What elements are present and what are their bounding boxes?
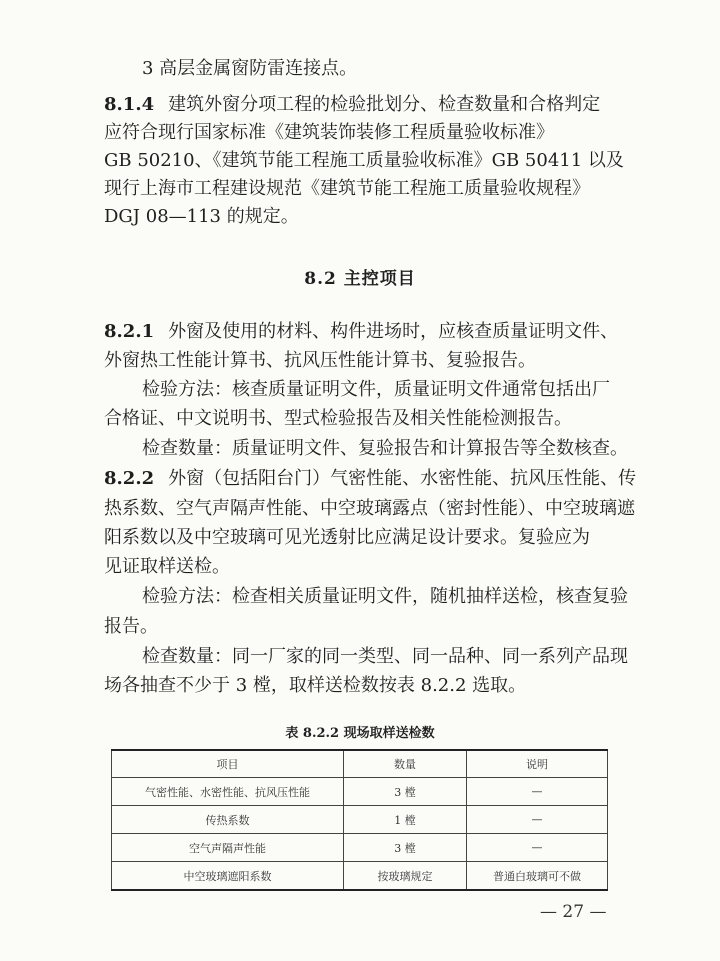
clause-8-2-2-line-4: 见证取样送检。 xyxy=(104,556,230,577)
table-caption: 表 8.2.2 现场取样送检数 xyxy=(285,726,435,741)
clause-8-1-4-line-1: 8.1.4 建筑外窗分项工程的检验批划分、检查数量和合格判定 xyxy=(104,94,601,115)
clause-8-2-2-method-1: 检验方法：检查相关质量证明文件，随机抽样送检，核查复验 xyxy=(142,586,628,607)
item-3-text: 3 高层金属窗防雷连接点。 xyxy=(142,58,358,79)
clause-8-1-4-line-3: GB 50210、《建筑节能工程施工质量验收标准》GB 50411 以及 xyxy=(104,150,624,171)
clause-number: 8.2.2 xyxy=(104,468,155,489)
page-number: — 27 — xyxy=(540,902,607,922)
clause-number: 8.1.4 xyxy=(104,94,155,115)
table-row xyxy=(112,806,608,834)
cell-quantity: 3 樘 xyxy=(344,834,467,862)
cell-quantity: 1 樘 xyxy=(344,806,467,834)
header-quantity: 数量 xyxy=(344,750,467,778)
header-note: 说明 xyxy=(467,750,608,778)
cell-quantity: 按玻璃规定 xyxy=(344,862,467,891)
clause-8-2-1-method-1: 检验方法：核查质量证明文件，质量证明文件通常包括出厂 xyxy=(142,379,610,400)
header-item: 项目 xyxy=(112,750,344,778)
cell-item: 气密性能、水密性能、抗风压性能 xyxy=(112,778,344,806)
sampling-table xyxy=(111,749,608,891)
table-row xyxy=(112,862,608,891)
clause-8-2-2-method-2: 报告。 xyxy=(104,616,158,637)
cell-quantity: 3 樘 xyxy=(344,778,467,806)
cell-note: — xyxy=(467,806,608,834)
table-row xyxy=(112,834,608,862)
clause-8-1-4-line-4: 现行上海市工程建设规范《建筑节能工程施工质量验收规程》 xyxy=(104,178,590,199)
clause-8-2-1-method-2: 合格证、中文说明书、型式检验报告及相关性能检测报告。 xyxy=(104,408,572,429)
cell-note: — xyxy=(467,834,608,862)
clause-8-1-4-line-2: 应符合现行国家标准《建筑装饰装修工程质量验收标准》 xyxy=(104,122,554,143)
clause-number: 8.2.1 xyxy=(104,321,155,342)
cell-item: 空气声隔声性能 xyxy=(112,834,344,862)
clause-8-2-2-line-1: 8.2.2 外窗（包括阳台门）气密性能、水密性能、抗风压性能、传 xyxy=(104,468,637,489)
clause-8-2-1-quantity: 检查数量：质量证明文件、复验报告和计算报告等全数核查。 xyxy=(142,438,628,459)
cell-item: 中空玻璃遮阳系数 xyxy=(112,862,344,891)
cell-item: 传热系数 xyxy=(112,806,344,834)
clause-8-2-1-line-1: 8.2.1 外窗及使用的材料、构件进场时，应核查质量证明文件、 xyxy=(104,321,619,342)
table-row xyxy=(112,778,608,806)
clause-8-2-2-quantity-2: 场各抽查不少于 3 樘，取样送检数按表 8.2.2 选取。 xyxy=(104,675,527,696)
clause-8-2-2-quantity-1: 检查数量：同一厂家的同一类型、同一品种、同一系列产品现 xyxy=(142,646,628,667)
clause-8-2-1-line-2: 外窗热工性能计算书、抗风压性能计算书、复验报告。 xyxy=(104,350,536,371)
cell-note: 普通白玻璃可不做 xyxy=(467,862,608,891)
clause-8-2-2-line-2: 热系数、空气声隔声性能、中空玻璃露点（密封性能）、中空玻璃遮 xyxy=(104,498,635,519)
table-header-row xyxy=(112,750,608,778)
clause-8-1-4-line-5: DGJ 08—113 的规定。 xyxy=(104,206,299,227)
cell-note: — xyxy=(467,778,608,806)
section-title: 8.2 主控项目 xyxy=(304,269,416,289)
clause-8-2-2-line-3: 阳系数以及中空玻璃可见光透射比应满足设计要求。复验应为 xyxy=(104,527,590,548)
